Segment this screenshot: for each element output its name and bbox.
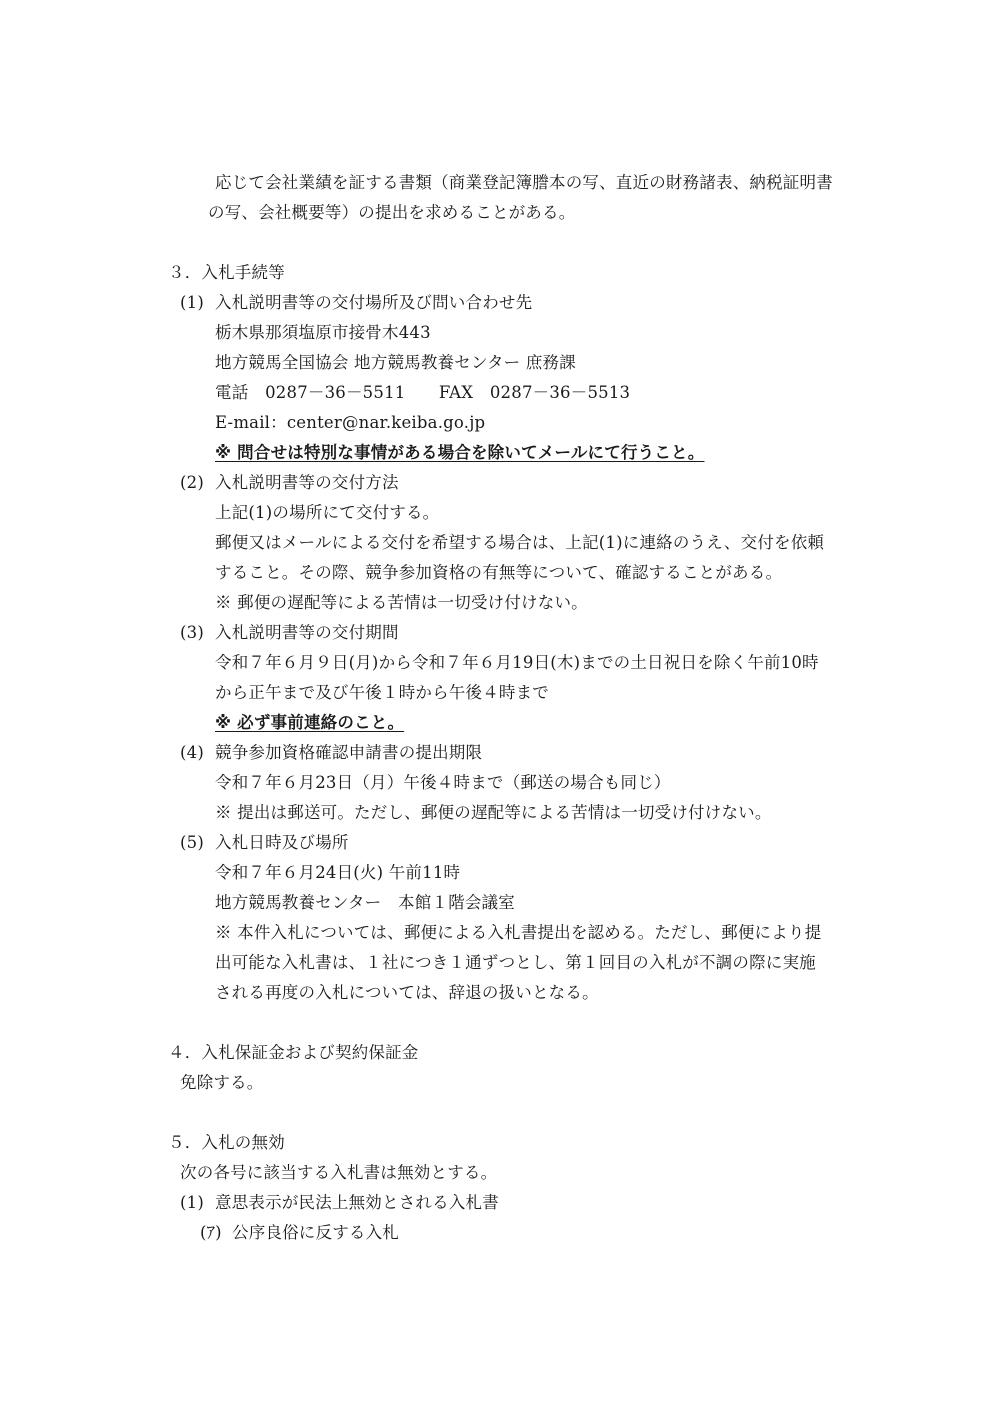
intro-line-2: の写、会社概要等）の提出を求めることがある。 (208, 203, 576, 222)
item-3-1-phone: 電話 0287－36－5511 FAX 0287－36－5513 (215, 383, 631, 402)
item-5-1-a-title: 公序良俗に反する入札 (232, 1223, 399, 1242)
item-3-2-note: ※ 郵便の遅配等による苦情は一切受け付けない。 (215, 593, 588, 612)
item-3-3-title: 入札説明書等の交付期間 (215, 623, 399, 642)
item-3-4-title: 競争参加資格確認申請書の提出期限 (215, 743, 483, 762)
item-3-5-title: 入札日時及び場所 (215, 833, 349, 852)
item-3-3-label: (3) (180, 623, 204, 642)
section-5-body: 次の各号に該当する入札書は無効とする。 (180, 1163, 498, 1182)
item-3-1-org: 地方競馬全国協会 地方競馬教養センター 庶務課 (215, 353, 576, 372)
item-5-1-label: (1) (180, 1193, 204, 1212)
item-3-5-line-1: 令和７年６月24日(火) 午前11時 (215, 863, 461, 882)
item-3-1-label: (1) (180, 293, 204, 312)
item-3-5-note-3: される再度の入札については、辞退の扱いとなる。 (215, 983, 599, 1002)
item-5-1-title: 意思表示が民法上無効とされる入札書 (215, 1193, 499, 1212)
item-3-5-line-2: 地方競馬教養センター 本館１階会議室 (215, 893, 515, 912)
item-3-2-line-2: 郵便又はメールによる交付を希望する場合は、上記(1)に連絡のうえ、交付を依頼 (215, 533, 825, 552)
section-5-heading: ５．入札の無効 (168, 1133, 285, 1152)
item-5-1-a-label: (ｱ) (200, 1223, 222, 1242)
item-3-4-note: ※ 提出は郵送可。ただし、郵便の遅配等による苦情は一切受け付けない。 (215, 803, 772, 822)
item-3-4-label: (4) (180, 743, 204, 762)
item-3-3-line-1: 令和７年６月９日(月)から令和７年６月19日(木)までの土日祝日を除く午前10時 (215, 653, 819, 672)
section-3-heading: ３．入札手続等 (168, 263, 285, 282)
item-3-2-label: (2) (180, 473, 204, 492)
item-3-5-note-2: 出可能な入札書は、１社につき１通ずつとし、第１回目の入札が不調の際に実施 (215, 953, 816, 972)
intro-line-1: 応じて会社業績を証する書類（商業登記簿謄本の写、直近の財務諸表、納税証明書 (215, 173, 833, 192)
item-3-3-line-2: から正午まで及び午後１時から午後４時まで (215, 683, 549, 702)
item-3-2-line-1: 上記(1)の場所にて交付する。 (215, 503, 440, 522)
section-4-body: 免除する。 (180, 1073, 264, 1092)
item-3-5-note-1: ※ 本件入札については、郵便による入札書提出を認める。ただし、郵便により提 (215, 923, 822, 942)
section-4-heading: ４．入札保証金および契約保証金 (168, 1043, 419, 1062)
item-3-2-title: 入札説明書等の交付方法 (215, 473, 399, 492)
item-3-3-note: ※ 必ず事前連絡のこと。 (215, 713, 405, 732)
item-3-4-line-1: 令和７年６月23日（月）午後４時まで（郵送の場合も同じ） (215, 773, 671, 792)
item-3-1-address: 栃木県那須塩原市接骨木443 (215, 323, 431, 342)
item-3-1-note: ※ 問合せは特別な事情がある場合を除いてメールにて行うこと。 (215, 443, 705, 462)
item-3-2-line-3: すること。その際、競争参加資格の有無等について、確認することがある。 (215, 563, 783, 582)
item-3-1-email: E-mail：center@nar.keiba.go.jp (215, 413, 486, 432)
item-3-1-title: 入札説明書等の交付場所及び問い合わせ先 (215, 293, 533, 312)
item-3-5-label: (5) (180, 833, 204, 852)
